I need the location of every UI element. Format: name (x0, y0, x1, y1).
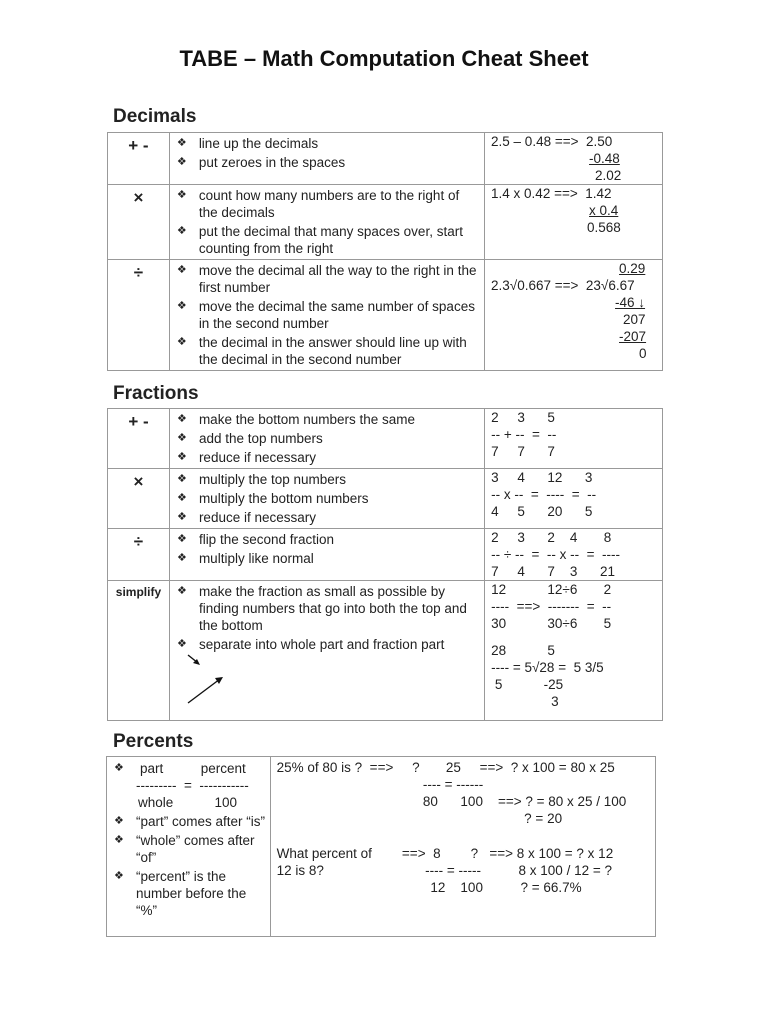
example-line: 0.29 (619, 261, 646, 276)
example-cell (485, 529, 663, 581)
list-item: ❖ make the bottom numbers the same (176, 411, 480, 428)
example-cell (485, 469, 663, 529)
list-item: ❖ move the decimal the same number of spaces in the second number (176, 298, 480, 332)
list-item: ❖ “whole” comes after “of” (113, 832, 266, 866)
example-line: x 0.4 (589, 203, 619, 218)
example-line: 12 is 8? ---- = ----- 8 x 100 / 12 = ? (276, 863, 612, 878)
example-line: 2.02 (595, 168, 622, 183)
example-line (491, 632, 662, 642)
example-cell (270, 757, 655, 937)
list-item (113, 760, 266, 811)
example-line: 0.568 (587, 220, 621, 235)
fractions-heading: Fractions (113, 383, 199, 404)
example-line: -0.48 (589, 151, 620, 166)
operation-divide: ÷ (108, 260, 170, 371)
example-line: ? = 20 (276, 811, 563, 826)
table-row (108, 260, 663, 371)
example-line: 30 30÷6 5 (491, 616, 612, 631)
formula-line: --------- = ----------- (136, 778, 249, 793)
example-line: 0 (639, 346, 647, 361)
example-line: 12 100 ? = 66.7% (276, 880, 582, 895)
operation-add-subtract: + - (108, 409, 170, 469)
example-line: ---- = 5√28 = 5 3/5 (491, 660, 604, 675)
example-line: 4 5 20 5 (491, 504, 593, 519)
formula-line: ❖ part percent (140, 761, 246, 776)
example-line: 2.3√0.667 ==> 23√6.67 (491, 278, 635, 293)
example-line: 2.5 – 0.48 ==> 2.50 (491, 134, 613, 149)
example-cell (485, 133, 663, 185)
example-line: 207 (623, 312, 646, 327)
list-item: ❖ count how many numbers are to the right of the decimals (176, 187, 480, 221)
table-row (108, 581, 663, 721)
table-row (108, 133, 663, 185)
list-item: ❖ separate into whole part and fraction part (176, 636, 480, 653)
operation-multiply: × (108, 469, 170, 529)
list-item: ❖ line up the decimals (176, 135, 480, 152)
example-line: -- x -- = ---- = -- (491, 487, 597, 502)
formula-line: whole 100 (138, 795, 238, 810)
list-item: ❖ reduce if necessary (176, 509, 480, 526)
list-item: ❖ make the fraction as small as possible by finding numbers that go into both the top and the bottom (176, 583, 480, 634)
list-item: ❖ multiply the bottom numbers (176, 490, 480, 507)
list-item: ❖ flip the second fraction (176, 531, 480, 548)
list-item: ❖ “part” comes after “is” (113, 813, 266, 830)
table-row (108, 529, 663, 581)
list-item: ❖ reduce if necessary (176, 449, 480, 466)
example-cell (485, 409, 663, 469)
list-item: ❖ put the decimal that many spaces over, start counting from the right (176, 223, 480, 257)
percents-table (106, 756, 656, 937)
decimals-heading: Decimals (113, 106, 197, 127)
example-line: 5 -25 (491, 677, 564, 692)
operation-multiply: × (108, 185, 170, 260)
page-title: TABE – Math Computation Cheat Sheet (179, 46, 589, 71)
table-row (107, 757, 656, 937)
example-line: -- ÷ -- = -- x -- = ---- (491, 547, 621, 562)
operation-add-subtract: + - (108, 133, 170, 185)
example-line: 2 3 2 4 8 (491, 530, 612, 545)
fractions-table (107, 408, 663, 721)
example-cell (485, 185, 663, 260)
operation-simplify: simplify (108, 581, 170, 721)
example-line: What percent of ==> 8 ? ==> 8 x 100 = ? x 12 (276, 846, 614, 861)
decimals-table (107, 132, 663, 371)
example-line: 80 100 ==> ? = 80 x 25 / 100 (276, 794, 627, 809)
example-cell (485, 581, 663, 721)
arrows-icon (180, 651, 240, 711)
example-line: 28 5 (491, 643, 555, 658)
example-line: -207 (619, 329, 647, 344)
list-item: ❖ multiply the top numbers (176, 471, 480, 488)
example-line: 1.4 x 0.42 ==> 1.42 (491, 186, 612, 201)
list-item: ❖ add the top numbers (176, 430, 480, 447)
example-line: 2 3 5 (491, 410, 555, 425)
example-line: 3 4 12 3 (491, 470, 593, 485)
list-item: ❖ “percent” is the number before the “%” (113, 868, 266, 919)
table-row (108, 469, 663, 529)
list-item: ❖ move the decimal all the way to the right in the first number (176, 262, 480, 296)
table-row (108, 185, 663, 260)
example-line: 3 (491, 694, 559, 709)
example-line: ---- ==> ------- = -- (491, 599, 612, 614)
list-item: ❖ multiply like normal (176, 550, 480, 567)
table-row (108, 409, 663, 469)
example-cell (485, 260, 663, 371)
example-line: 12 12÷6 2 (491, 582, 612, 597)
example-line: 7 7 7 (491, 444, 555, 459)
operation-divide: ÷ (108, 529, 170, 581)
example-line: 7 4 7 3 21 (491, 564, 615, 579)
example-line: -- + -- = -- (491, 427, 557, 442)
list-item: ❖ the decimal in the answer should line up with the decimal in the second number (176, 334, 480, 368)
example-line: -46 ↓ (615, 295, 646, 310)
example-line: ---- = ------ (276, 777, 484, 792)
list-item: ❖ put zeroes in the spaces (176, 154, 480, 171)
example-line: 25% of 80 is ? ==> ? 25 ==> ? x 100 = 80 x 25 (276, 760, 615, 775)
percents-heading: Percents (113, 731, 194, 752)
